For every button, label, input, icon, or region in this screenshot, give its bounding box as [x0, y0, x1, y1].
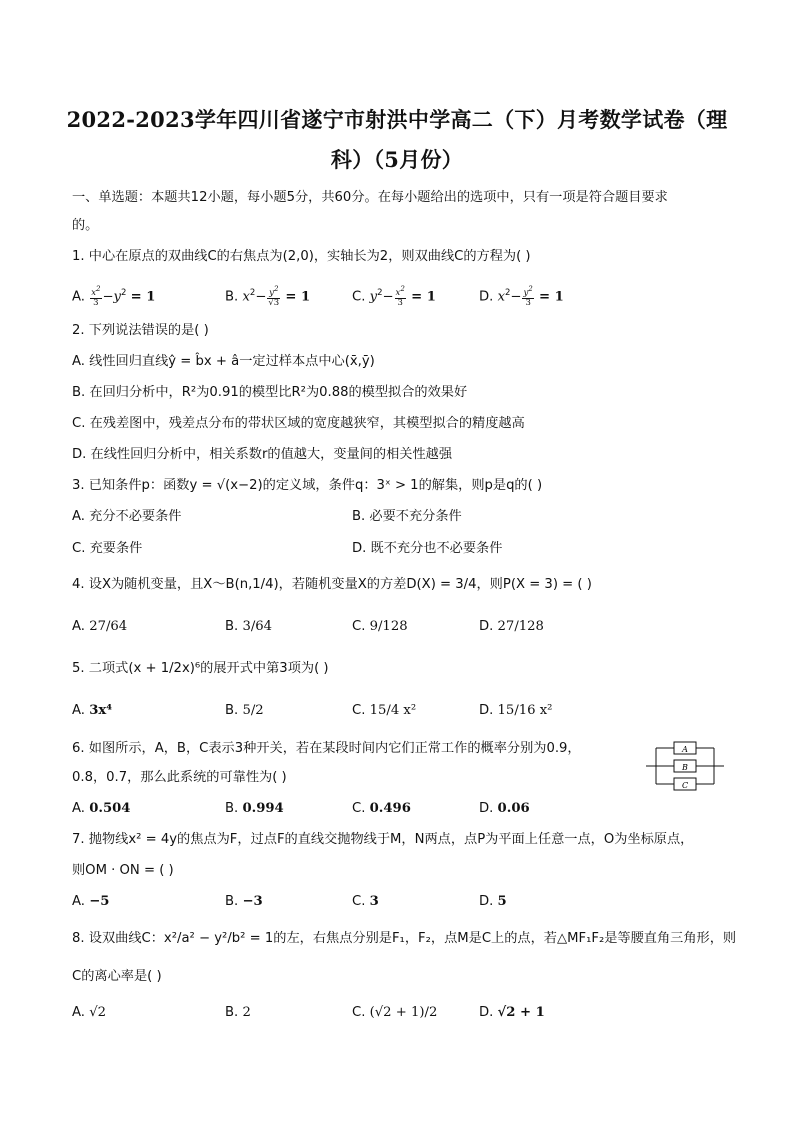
- q3-stem: 3. 已知条件p：函数y = √(x−2)的定义域，条件q：3ˣ > 1的解集，则p是q的( ): [72, 478, 543, 493]
- title-line-2: 科）（5月份）: [330, 147, 464, 172]
- q5-option-c: C. 15/4 x²: [352, 703, 417, 718]
- q7-option-d: D. 5: [479, 894, 507, 909]
- q2-option-c: C. 在残差图中，残差点分布的带状区域的宽度越狭窄，其模型拟合的精度越高: [72, 416, 525, 431]
- q6-option-d: D. 0.06: [479, 801, 530, 816]
- q4-option-c: C. 9/128: [352, 619, 408, 634]
- switch-c-label: C: [681, 781, 689, 790]
- switch-a-label: A: [682, 745, 688, 754]
- q3-option-a: A. 充分不必要条件: [72, 509, 182, 524]
- q1-stem: 1. 中心在原点的双曲线C的右焦点为(2,0)，实轴长为2，则双曲线C的方程为( ): [72, 249, 531, 264]
- q1-option-a: A. $\frac{x^2}{3}$ $-y^2 = 1$: [72, 284, 156, 309]
- parallel-circuit-diagram: [646, 738, 724, 794]
- q6-option-c: C. 0.496: [352, 801, 411, 816]
- q6-option-a: A. 0.504: [72, 801, 131, 816]
- q5-stem: 5. 二项式(x + 1/2x)⁶的展开式中第3项为( ): [72, 661, 329, 676]
- q6-option-b: B. 0.994: [225, 801, 284, 816]
- q4-option-b: B. 3/64: [225, 619, 273, 634]
- q8-option-c: C. (√2 + 1)/2: [352, 1005, 438, 1020]
- q2-option-a: A. 线性回归直线ŷ = b̂x + â一定过样本点中心(x̄,ȳ): [72, 354, 375, 369]
- q2-option-d: D. 在线性回归分析中，相关系数r的值越大，变量间的相关性越强: [72, 447, 453, 462]
- q6-stem-line-1: 6. 如图所示，A，B，C表示3种开关，若在某段时间内它们正常工作的概率分别为0.9，: [72, 741, 581, 756]
- q3-option-c: C. 充要条件: [72, 541, 143, 556]
- q6-stem-line-2: 0.8，0.7，那么此系统的可靠性为( ): [72, 770, 287, 785]
- q5-option-b: B. 5/2: [225, 703, 264, 718]
- q7-option-c: C. 3: [352, 894, 379, 909]
- q4-stem: 4. 设X为随机变量，且X～B(n,1/4)，若随机变量X的方差D(X) = 3/4，则P(X = 3) = ( ): [72, 577, 592, 592]
- q3-option-b: B. 必要不充分条件: [352, 509, 462, 524]
- q5-option-a: A. 3x⁴: [72, 703, 113, 718]
- switch-b-label: B: [682, 763, 688, 772]
- q8-option-a: A. √2: [72, 1005, 106, 1020]
- q4-option-a: A. 27/64: [72, 619, 128, 634]
- q1-option-d: D. $x^2-$ $\frac{y^2}{3}$ = 1: [479, 284, 564, 309]
- q5-option-d: D. 15/16 x²: [479, 703, 553, 718]
- q7-stem-line-2: 则OM · ON = ( ): [72, 863, 174, 878]
- q7-stem-line-1: 7. 抛物线x² = 4y的焦点为F，过点F的直线交抛物线于M，N两点，点P为平面上任意一点，O为坐标原点，: [72, 832, 694, 847]
- q7-option-a: A. −5: [72, 894, 110, 909]
- q7-option-b: B. −3: [225, 894, 263, 909]
- q2-stem: 2. 下列说法错误的是( ): [72, 323, 209, 338]
- q1-option-c: C. $y^2-$ $\frac{x^2}{3}$ = 1: [352, 284, 436, 309]
- q8-option-d: D. √2 + 1: [479, 1005, 545, 1020]
- q1-option-b: B. $x^2-$ $\frac{y^2}{√3}$ = 1: [225, 284, 311, 309]
- q3-option-d: D. 既不充分也不必要条件: [352, 541, 503, 556]
- section-header-line-1: 一、单选题：本题共12小题，每小题5分，共60分。在每小题给出的选项中，只有一项是符合题目要求: [72, 190, 668, 205]
- q2-option-b: B. 在回归分析中，R²为0.91的模型比R²为0.88的模型拟合的效果好: [72, 385, 468, 400]
- q8-option-b: B. 2: [225, 1005, 251, 1020]
- q4-option-d: D. 27/128: [479, 619, 544, 634]
- title-line-1: 2022-2023学年四川省遂宁市射洪中学高二（下）月考数学试卷（理: [66, 107, 728, 132]
- q8-stem-line-2: C的离心率是( ): [72, 969, 162, 984]
- section-header-line-2: 的。: [72, 218, 99, 233]
- q8-stem-line-1: 8. 设双曲线C：x²/a² − y²/b² = 1的左，右焦点分别是F₁，F₂，点M是C上的点，若△MF₁F₂是等腰直角三角形，则: [72, 931, 737, 946]
